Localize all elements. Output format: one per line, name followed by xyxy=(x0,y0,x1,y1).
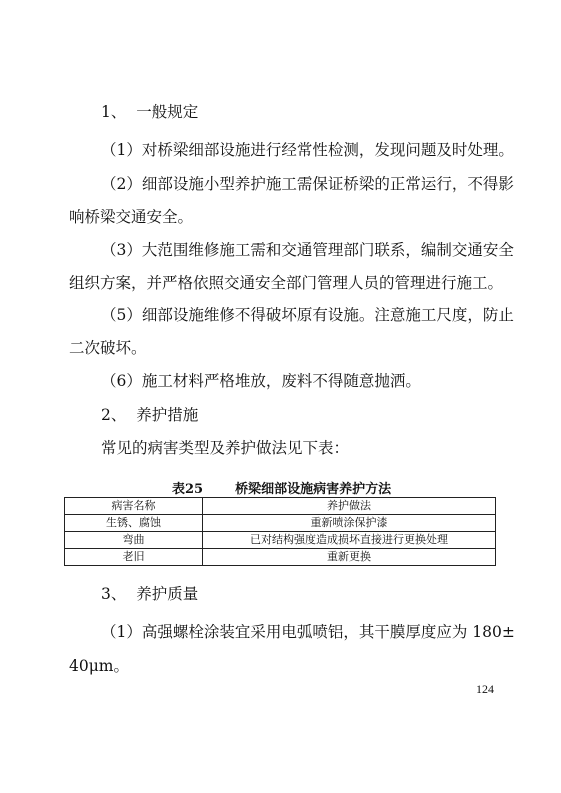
page-number: 124 xyxy=(476,682,494,696)
table-cell: 已对结构强度造成损坏直接进行更换处理 xyxy=(203,532,496,549)
section-number: 2、 xyxy=(101,406,127,424)
table-title: 桥梁细部设施病害养护方法 xyxy=(235,482,392,497)
table-row xyxy=(65,549,496,566)
paragraph: 组织方案，并严格依照交通安全部门管理人员的管理进行施工。 xyxy=(69,274,504,292)
section-title: 养护措施 xyxy=(136,406,199,424)
paragraph: 二次破坏。 xyxy=(69,339,147,357)
paragraph: （2）细部设施小型养护施工需保证桥梁的正常运行，不得影 xyxy=(101,175,514,193)
paragraph: （1）高强螺栓涂装宜采用电弧喷铝，其干膜厚度应为 180± xyxy=(101,623,515,641)
header-cell: 病害名称 xyxy=(65,498,203,515)
paragraph: 响桥梁交通安全。 xyxy=(69,208,194,226)
table-header-row xyxy=(65,498,496,515)
paragraph: 40μm。 xyxy=(69,657,129,675)
section-title: 养护质量 xyxy=(136,585,199,603)
header-cell: 养护做法 xyxy=(203,498,496,515)
section-title: 一般规定 xyxy=(136,103,199,121)
table-cell: 生锈、腐蚀 xyxy=(65,515,203,532)
table-caption xyxy=(172,478,391,497)
table-intro: 常见的病害类型及养护做法见下表： xyxy=(101,439,350,457)
table-cell: 重新喷涂保护漆 xyxy=(203,515,496,532)
table-cell: 老旧 xyxy=(65,549,203,566)
paragraph: （3）大范围维修施工需和交通管理部门联系，编制交通安全 xyxy=(101,241,514,259)
section-heading-2 xyxy=(101,405,198,425)
table-row xyxy=(65,515,496,532)
table-cell: 弯曲 xyxy=(65,532,203,549)
table-number: 表25 xyxy=(172,482,204,497)
paragraph: （6）施工材料严格堆放，废料不得随意抛洒。 xyxy=(101,372,421,390)
section-heading-1 xyxy=(101,102,198,122)
table-row xyxy=(65,532,496,549)
section-heading-3 xyxy=(101,584,198,604)
maintenance-table xyxy=(64,497,496,566)
section-number: 3、 xyxy=(101,585,127,603)
paragraph: （5）细部设施维修不得破坏原有设施。注意施工尺度，防止 xyxy=(101,306,514,324)
section-number: 1、 xyxy=(101,103,127,121)
table-cell: 重新更换 xyxy=(203,549,496,566)
paragraph: （1）对桥梁细部设施进行经常性检测，发现问题及时处理。 xyxy=(101,141,514,159)
